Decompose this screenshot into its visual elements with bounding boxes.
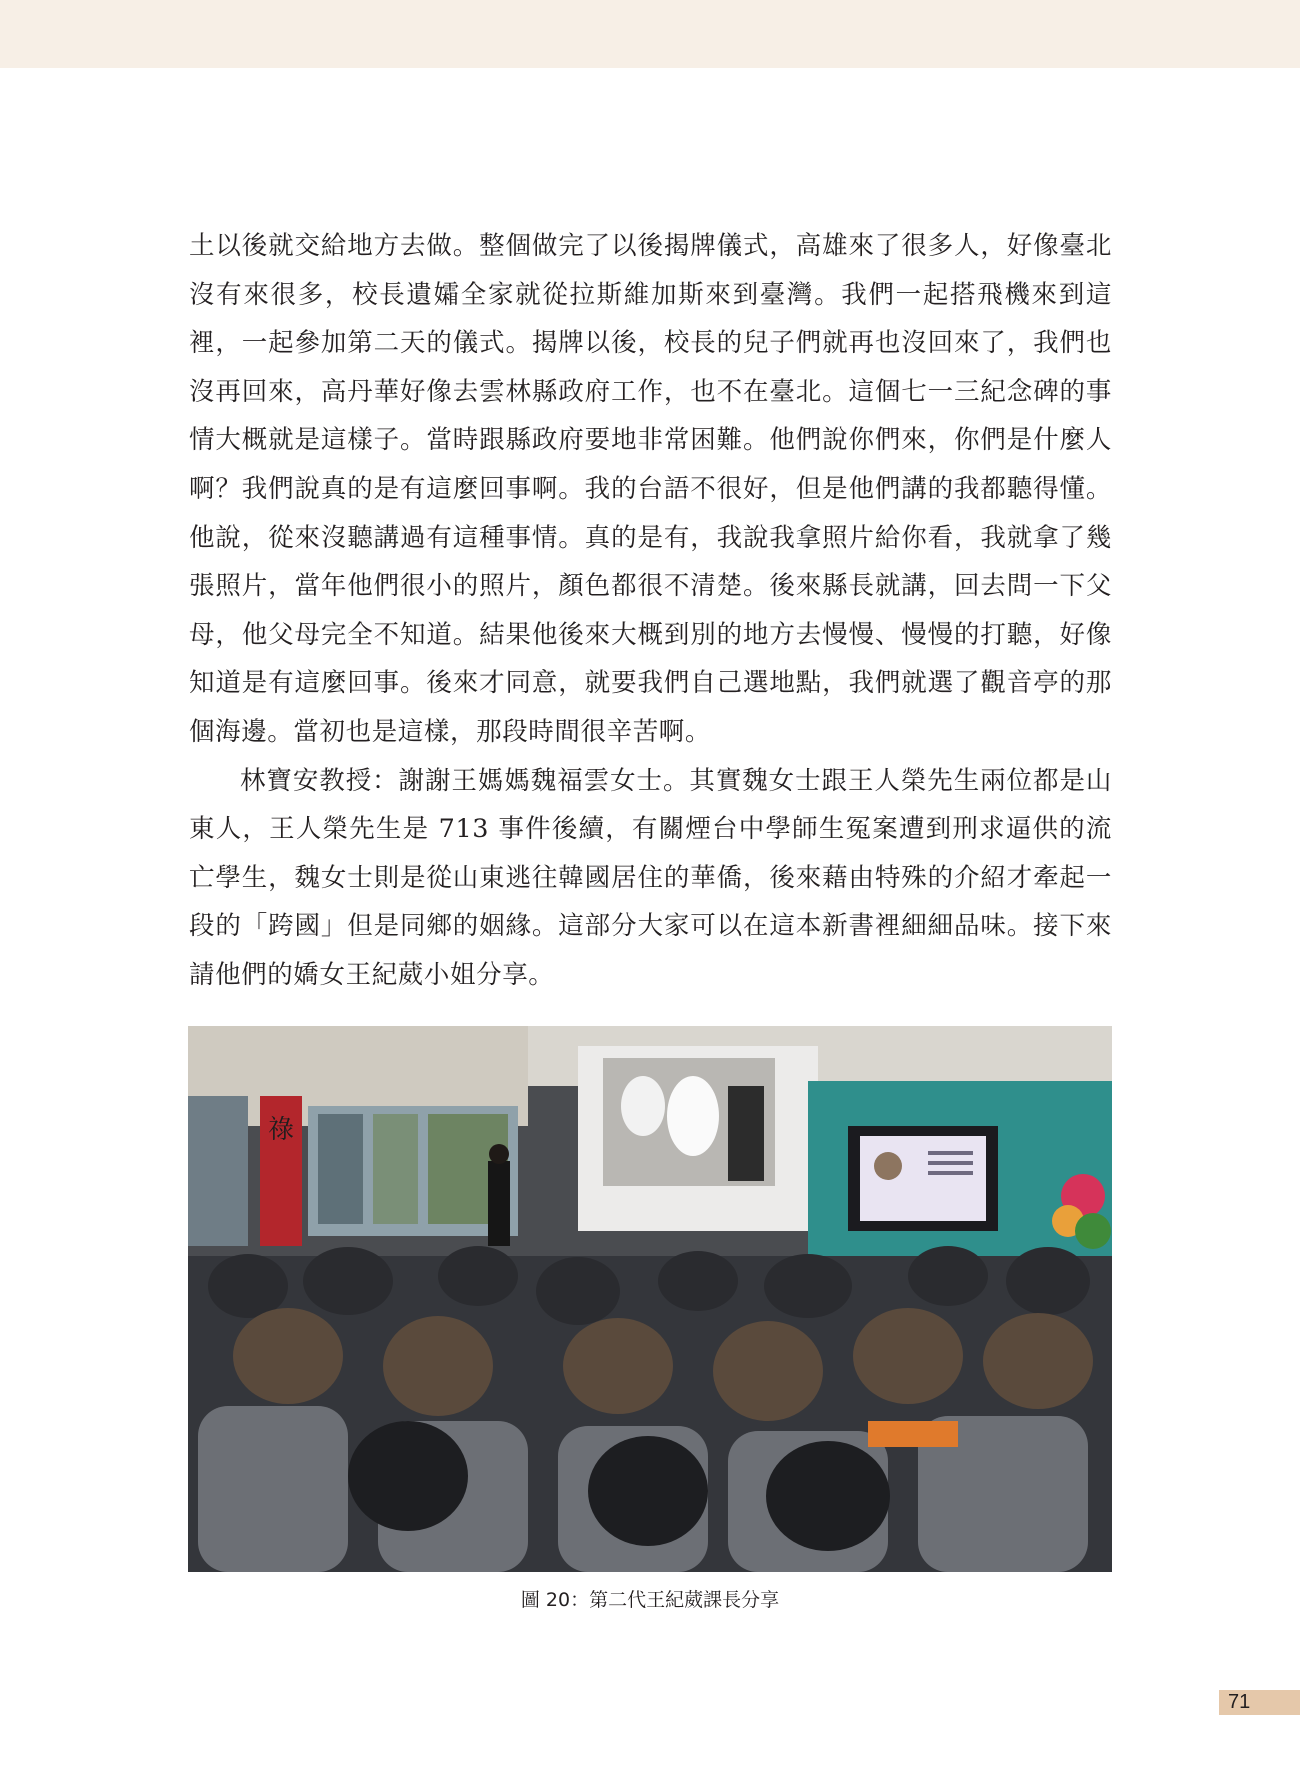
- top-color-band: [0, 0, 1300, 68]
- paragraph-1: 土以後就交給地方去做。整個做完了以後揭牌儀式，高雄來了很多人，好像臺北沒有來很多，校長遺孀全家就從拉斯維加斯來到臺灣。我們一起搭飛機來到這裡，一起參加第二天的儀式。揭牌以後，校長的兒子們就再也沒回來了，我們也沒再回來，高丹華好像去雲林縣政府工作，也不在臺北。這個七一三紀念碑的事情大概就是這樣子。當時跟縣政府要地非常困難。他們說你們來，你們是什麼人啊？我們說真的是有這麼回事啊。我的台語不很好，但是他們講的我都聽得懂。他說，從來沒聽講過有這種事情。真的是有，我說我拿照片給你看，我就拿了幾張照片，當年他們很小的照片，顏色都很不清楚。後來縣長就講，回去問一下父母，他父母完全不知道。結果他後來大概到別的地方去慢慢、慢慢的打聽，好像知道是有這麼回事。後來才同意，就要我們自己選地點，我們就選了觀音亭的那個海邊。當初也是這樣，那段時間很辛苦啊。: [189, 231, 1112, 747]
- page-number: 71: [1228, 1691, 1251, 1713]
- paragraph-2: 林寶安教授：謝謝王媽媽魏福雲女士。其實魏女士跟王人榮先生兩位都是山東人，王人榮先生是 713 事件後續，有關煙台中學師生冤案遭到刑求逼供的流亡學生，魏女士則是從山東逃往韓國居住的華僑，後來藉由特殊的介紹才牽起一段的「跨國」但是同鄉的姻緣。這部分大家可以在這本新書裡細細品味。接下來請他們的嬌女王紀葳小姐分享。: [189, 765, 1112, 990]
- figure-caption: 圖 20：第二代王紀葳課長分享: [520, 1589, 780, 1611]
- event-photo: [188, 1026, 1112, 1572]
- body-text: [189, 222, 1112, 1000]
- speaker-figure: [488, 1161, 510, 1246]
- banner-character: 祿: [267, 1115, 295, 1145]
